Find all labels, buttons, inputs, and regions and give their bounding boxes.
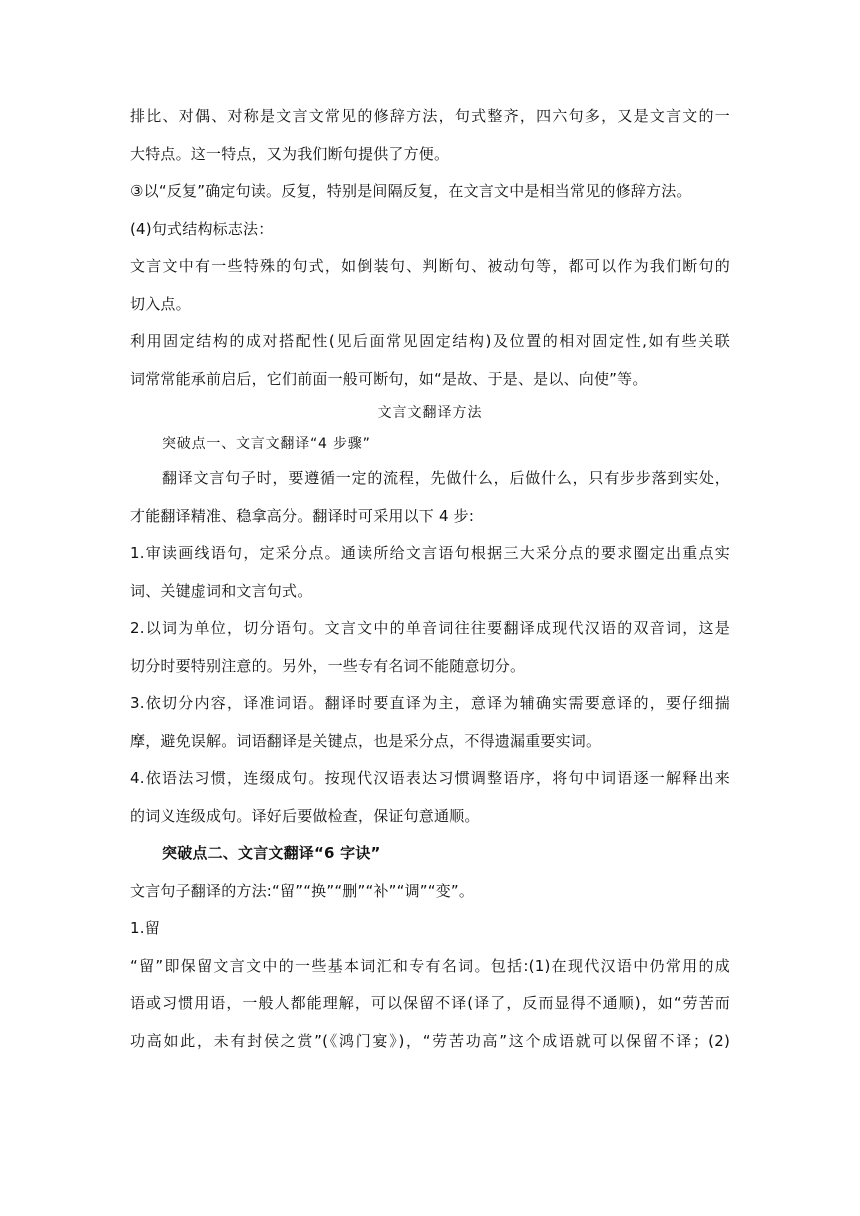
list-label: 1.留 — [130, 919, 160, 937]
paragraph-line: 文言句子翻译的方法:“留”“换”“删”“补”“调”“变”。 — [130, 881, 475, 900]
list-item-line: 词、关键虚词和文言句式。 — [130, 581, 313, 600]
paragraph-line: 功高如此，未有封侯之赏”(《鸿门宴》)，“劳苦功高”这个成语就可以保留不译；(2) — [130, 1031, 730, 1050]
section-title: 文言文翻译方法 — [377, 405, 483, 421]
paragraph-line: 词常常能承前启后，它们前面一般可断句，如“是故、于是、是以、向使”等。 — [130, 369, 648, 388]
paragraph-line: 排比、对偶、对称是文言文常见的修辞方法，句式整齐，四六句多，又是文言文的一 — [130, 107, 730, 125]
paragraph-line: 翻译文言句子时，要遵循一定的流程，先做什么，后做什么，只有步步落到实处， — [162, 469, 730, 487]
list-item-line: 的词义连级成句。译好后要做检查，保证句意通顺。 — [130, 806, 480, 825]
paragraph-line: “留”即保留文言文中的一些基本词汇和专有名词。包括:(1)在现代汉语中仍常用的成 — [130, 956, 730, 975]
list-item-line: 摩，避免误解。词语翻译是关键点，也是采分点，不得遗漏重要实词。 — [130, 731, 602, 750]
list-item-line: 1.审读画线语句，定采分点。通读所给文言语句根据三大采分点的要求圈定出重点实 — [130, 544, 730, 562]
paragraph-line: 才能翻译精准、稳拿高分。翻译时可采用以下 4 步: — [130, 506, 475, 525]
list-item-line: 3.依切分内容，译准词语。翻译时要直译为主，意译为辅确实需要意译的，要仔细揣 — [130, 694, 730, 712]
paragraph-line: 文言文中有一些特殊的句式，如倒装句、判断句、被动句等，都可以作为我们断句的 — [130, 257, 730, 275]
paragraph-line: 利用固定结构的成对搭配性(见后面常见固定结构)及位置的相对固定性,如有些关联 — [130, 332, 730, 350]
paragraph-line: ③以“反复”确定句读。反复，特别是间隔反复，在文言文中是相当常见的修辞方法。 — [130, 182, 692, 200]
paragraph-line: 大特点。这一特点，又为我们断句提供了方便。 — [130, 144, 450, 163]
paragraph-line: 语或习惯用语，一般人都能理解，可以保留不译(译了，反而显得不通顺)，如“劳苦而 — [130, 994, 730, 1012]
list-item-line: 2.以词为单位，切分语句。文言文中的单音词往往要翻译成现代汉语的双音词，这是 — [130, 619, 730, 637]
subheading: 突破点二、文言文翻译“6 字诀” — [162, 844, 381, 862]
paragraph-line: 切入点。 — [130, 294, 191, 313]
document-page — [130, 98, 730, 1060]
subheading: 突破点一、文言文翻译“4 步骤” — [162, 436, 371, 452]
list-item-line: 4.依语法习惯，连缀成句。按现代汉语表达习惯调整语序，将句中词语逐一解释出来 — [130, 769, 730, 787]
list-item-line: 切分时要特别注意的。另外，一些专有名词不能随意切分。 — [130, 656, 526, 675]
section-label: (4)句式结构标志法： — [130, 219, 274, 238]
